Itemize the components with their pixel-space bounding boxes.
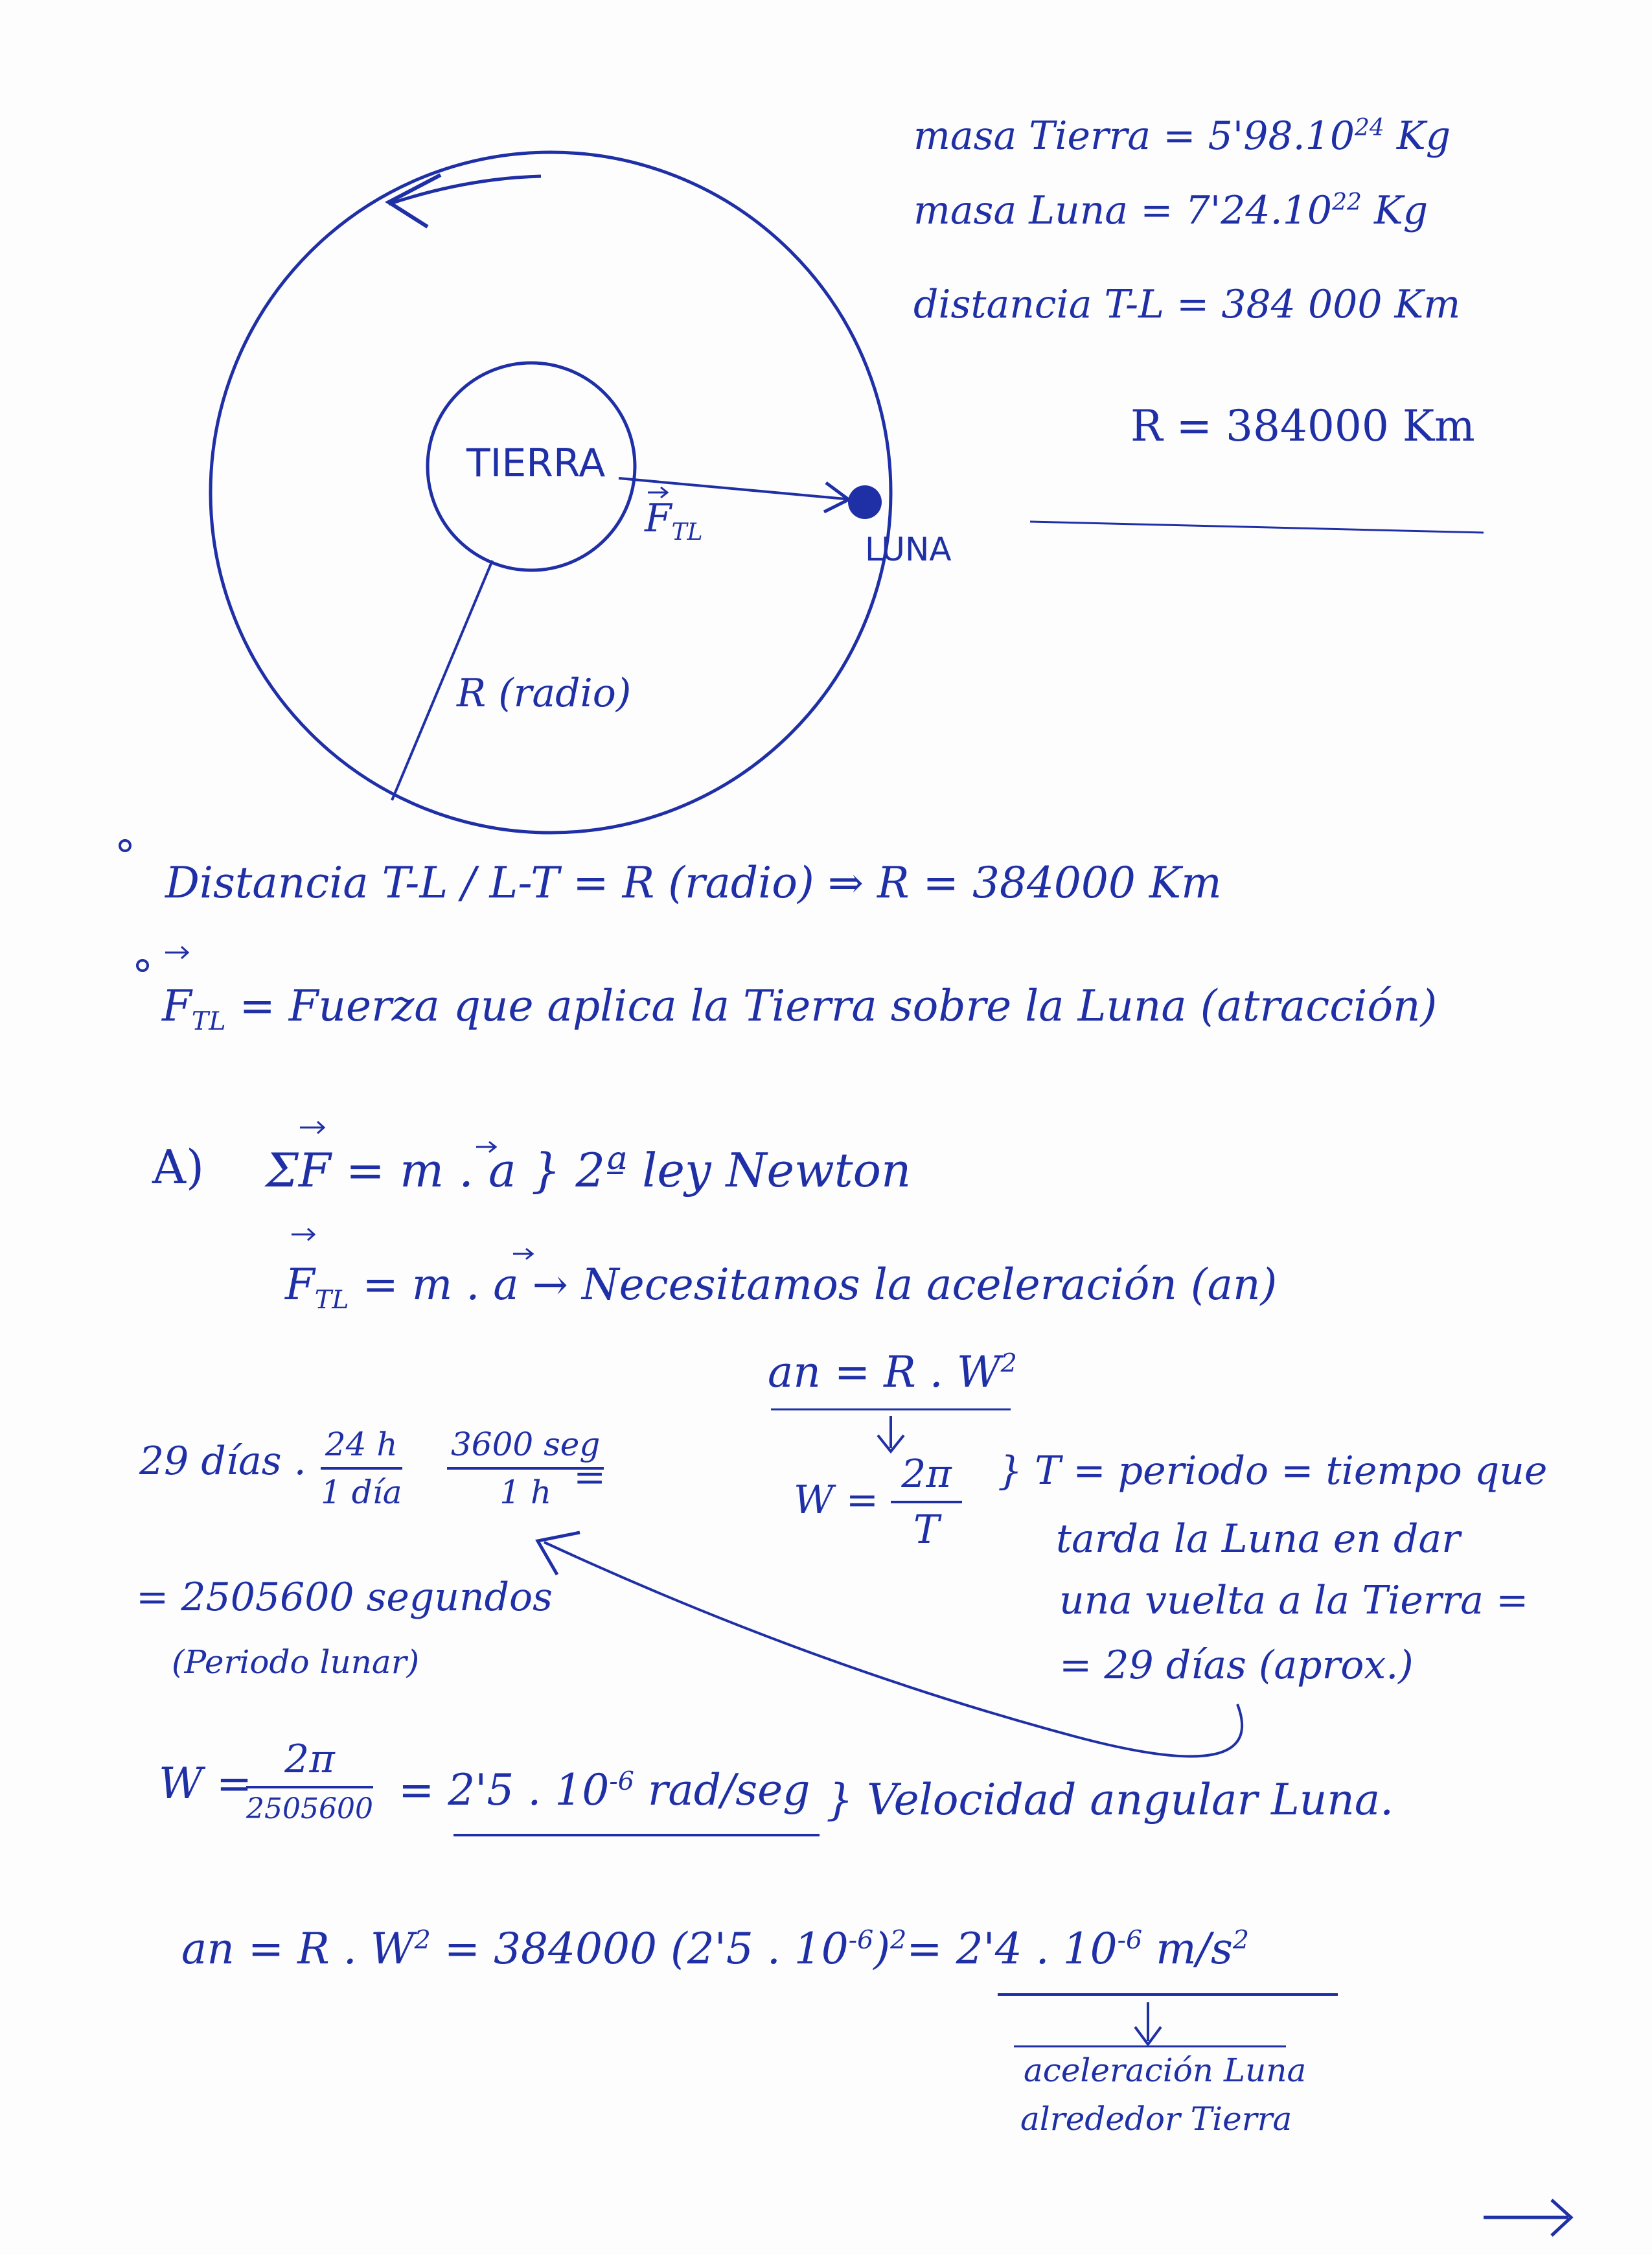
earth-label: TIERRA bbox=[466, 441, 606, 486]
conversion-note: (Periodo lunar) bbox=[172, 1643, 420, 1681]
masa-luna: masa Luna = $7'24.10^{22}$ Kg bbox=[913, 188, 1428, 233]
an-formula: an = R . $W^2$ bbox=[768, 1347, 1017, 1397]
period-line-4: = 29 días (aprox.) bbox=[1059, 1643, 1414, 1688]
period-line-2: tarda la Luna en dar bbox=[1056, 1516, 1460, 1562]
an-note-1: aceleración Luna bbox=[1024, 2052, 1307, 2089]
w-fraction: $\frac{2\pi}{T}$ bbox=[891, 1451, 962, 1553]
conversion-lead: 29 días . bbox=[139, 1439, 306, 1484]
conversion-equals: = bbox=[573, 1455, 606, 1500]
down-arrow-icon bbox=[1135, 2002, 1161, 2044]
an-note-2: alrededor Tierra bbox=[1020, 2100, 1292, 2138]
w-calc-result: = 2'5 . $10^{-6}$ rad/seg bbox=[398, 1765, 810, 1815]
conversion-fraction-2: 3600 seg 1 h bbox=[447, 1426, 604, 1511]
conversion-result: = 2505600 segundos bbox=[136, 1575, 553, 1620]
vector-arrow-icon bbox=[300, 1122, 324, 1133]
w-calc-lhs: W = bbox=[159, 1759, 253, 1809]
newton-law: ΣF = m . a } 2ª ley Newton bbox=[266, 1143, 912, 1197]
note-distancia: Distancia T-L / L-T = R (radio) ⇒ R = 384000 Km bbox=[165, 858, 1222, 908]
w-calc-fraction: 2π 2505600 bbox=[246, 1737, 373, 1825]
moon-label: LUNA bbox=[865, 531, 952, 568]
ftl-equation: $F_{TL} = m$ . a → Necesitamos la aceleración (an) bbox=[285, 1260, 1278, 1315]
bullet-icon bbox=[120, 840, 130, 851]
note-fuerza: $F_{TL}$ = Fuerza que aplica la Tierra sobre la Luna (atracción) bbox=[162, 981, 1438, 1037]
an-calc: an = R . $W^2 = 384000$ (2'5 . $10^{-6})^2= 2'4$ . $10^{-6}$ $m/s^2$ bbox=[181, 1924, 1250, 1974]
force-label: $F_{TL}$ bbox=[645, 496, 703, 546]
vector-arrow-icon bbox=[165, 947, 188, 958]
period-line-1: } T = periodo = tiempo que bbox=[998, 1448, 1548, 1494]
conversion-fraction-1: 24 h 1 día bbox=[321, 1426, 402, 1511]
next-page-arrow-icon bbox=[1484, 2200, 1571, 2236]
down-arrow-icon bbox=[878, 1416, 904, 1451]
vector-arrow-icon bbox=[292, 1229, 314, 1240]
radius-value: R = 384000 Km bbox=[1130, 401, 1475, 451]
distancia-tl: distancia T-L = 384 000 Km bbox=[913, 282, 1461, 327]
masa-tierra: masa Tierra = $5'98.10^{24}$ Kg bbox=[913, 113, 1451, 159]
w-lhs: W = bbox=[794, 1477, 879, 1523]
bullet-icon bbox=[137, 960, 148, 971]
divider-line bbox=[1030, 522, 1484, 533]
curved-link-arrowhead-icon bbox=[538, 1532, 580, 1575]
w-calc-note: } Velocidad angular Luna. bbox=[826, 1775, 1394, 1825]
moon-dot bbox=[848, 485, 882, 519]
period-line-3: una vuelta a la Tierra = bbox=[1059, 1578, 1529, 1623]
vector-arrow-icon bbox=[513, 1249, 533, 1259]
radius-label: R (radio) bbox=[457, 671, 632, 716]
part-a-label: A) bbox=[152, 1140, 205, 1194]
